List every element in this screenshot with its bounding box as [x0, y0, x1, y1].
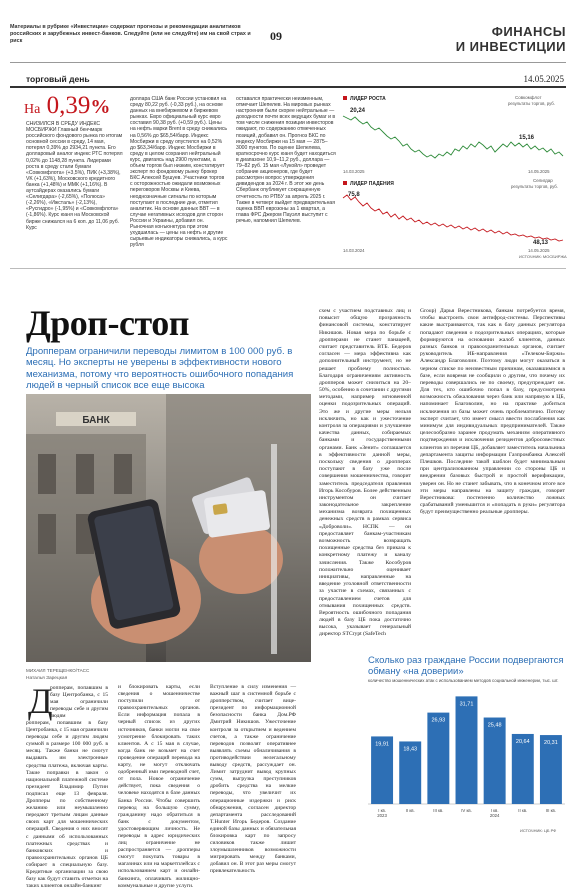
leaders-svg	[343, 94, 567, 260]
article-subhead: Дропперам ограничили переводы лимитом в 100 000 руб. в месяц. Но эксперты не уверены в эффективности нового механизма, потому что вероятность ошибочного попадания людей в черный список все еще высока	[26, 346, 294, 391]
leader-up-marker	[343, 96, 347, 100]
section-title-line2: И ИНВЕСТИЦИИ	[455, 39, 566, 54]
trading-day-rule	[10, 86, 566, 88]
leader-up-end: 15,16	[519, 135, 535, 141]
article-col-4: схем с участием подставных лиц и повысит общую прозрачность финансовой системы, констатирует Никишов. Новая мера по борьбе с дропперами не станет панацеей, считает представитель ВТБ. Бедеров согласен — мера эффективна как дополнительный инструмент, но не решает проблему полностью. Благодаря ограничениям активность дропперов может снизиться на 20–50%, особенно в сочетании с другими методами, например мгновенной оценки подозрительных операций. Это же и другие меры нельзя исключить, но как и ужесточение контроля за операциями и улучшение качества данных, собираемых банками и государственными органами. Банк «Зенит» соглашается в эффективности данной меры, поскольку сведения о дропперах поступают в базу уже после совершения мошенничества, говорит заместитель председателя правления Игорь Кособуров. Более действенным инструментом он считает законодательное закрепление механизма возврата похищенных денежных средств в рамках сервиса «Доброволи». НСПК — он предоставляет банкам-участникам возможность возвращать похищенные средства без приказа к конкретному платежу и каналу зачисления. Также Кособуров положительно оценивает инициативы, направленные на введение уголовной ответственности за участие в схемах, связанных с предоставлением счетов для отмывания похищенных средств. Вероятность ошибочного попадания людей в базу ЦБ пока достаточно высока, указывает генеральный директор STCrypt (SafeTech	[319, 308, 411, 638]
leader-up-date-start: 14.03.2025	[343, 169, 365, 174]
article-dropcap: Д	[28, 681, 53, 721]
bar-4	[484, 718, 506, 804]
index-change-value: 0,39	[46, 92, 91, 119]
article-col-1	[26, 720, 108, 890]
leader-down-caption-line: результаты торгов, руб.	[511, 184, 558, 189]
bar-chart-subtitle: количество мошеннических атак с использованием методов социальной инженерии, тыс. шт.	[368, 678, 559, 683]
trading-day-date: 14.05.2025	[523, 74, 564, 84]
article-col-3: Вступление в силу изменения — важный шаг в системной борьбе с дропперством, считает вице-президент по информационной безопасности банка Дом.РФ Дмитрий Никишов. Ужесточение контроля за открытием и ведением счетов, а также ограничение переводов позволят оперативнее выявлять схемы обналичивания в противодействии нелегальному выводу средств, рассуждает он. Лимит затруднит вывод крупных сумм, выгрузка преступников дробить средства на мелкие переводы, что увеличит их операционные издержки и риск обнаружения, согласен директор департамента расследований T.Hunter Игорь Бедеров. Создание единой базы данных и обязательная блокировка карт по запросу силовиков также лишит злоумышленников возможности мигрировать между банками, добавил он. В этот раз меры смогут привлекательность	[210, 684, 296, 875]
article-p1-lead: ропперам, попавшим в базу Центробанка, с 15 мая ограничили переводы себе и другим людям	[50, 685, 108, 720]
article-p1a: ропперам, попавшим в базу Центробанка, с 15 мая ограничили переводы себе и другим людям суммой в размере 100 000 руб. в месяц. Также банки не смогут выдавать им электронные средства платежа, включая карты. Такие поправки в закон о национальной платежной системе президент Владимир Путин подписал еще 13 февраля.	[26, 720, 108, 797]
bar-2	[427, 713, 449, 804]
trading-day-label: торговый день	[26, 74, 90, 84]
leader-down-start: 75,8	[348, 192, 360, 198]
index-change-percent: %	[90, 96, 111, 118]
section-rule	[10, 268, 566, 269]
article-photo	[26, 394, 311, 662]
index-change-prefix: На	[24, 102, 41, 117]
leader-up-title: ЛИДЕР РОСТА	[350, 96, 386, 102]
leader-down-marker	[343, 181, 347, 185]
leader-down-line	[343, 195, 563, 241]
bar-value-label-2: 26,93	[431, 717, 446, 724]
bar-category-label-5: II кв.	[518, 808, 528, 813]
leader-up-date-end: 14.05.2025	[528, 169, 550, 174]
section-title	[406, 24, 566, 54]
leader-up-company: Совкомфлот	[515, 95, 542, 100]
leaders-source: ИСТОЧНИК: МОСБИРЖА	[519, 254, 567, 259]
bar-value-label-1: 18,43	[403, 746, 418, 753]
bar-value-label-3: 31,71	[459, 701, 474, 708]
photo-credit: МИХАИЛ ТЕРЕЩЕНКО/ТАСС	[26, 668, 90, 673]
article-author: Наталья Зарецкая	[26, 676, 68, 681]
leader-up-caption	[515, 95, 542, 100]
bar-value-label-5: 20,64	[515, 738, 530, 745]
article-p1b: Дропперы по собственному желанию или неумышленно передают третьим лицам данные своих карт для мошеннических операций. Сведения о них вносят с данными об использованных платежных средствах и банковских и правоохранительных органов ЦБ собирает в специальную базу. Кредитные организации за свою базу как будут ставить отметки на таких клиентов онлайн-банкинг	[26, 798, 108, 890]
bar-value-label-6: 20,31	[544, 740, 558, 747]
section-title-line1: ФИНАНСЫ	[491, 24, 566, 39]
header-rule	[10, 62, 566, 63]
bar-category-label-1: II кв.	[405, 808, 415, 813]
index-change-headline	[24, 92, 110, 124]
bar-value-label-4: 25,48	[487, 722, 502, 729]
bar-chart-svg	[368, 686, 565, 828]
leader-up-caption-line: результаты торгов, руб.	[508, 101, 555, 106]
page-number: 09	[270, 29, 282, 43]
bar-category-label-6: III кв.	[545, 808, 556, 813]
bar-value-label-0: 19,91	[375, 741, 389, 748]
bar-3	[456, 696, 478, 804]
article-col-2: и блокировать карты, если сведения о мошенничестве поступили от правоохранительных органов. Если информация попала в черный список из других источников, банки могли на свое усмотрение блокировать таких клиентов. А с 15 мая в случае, когда банк не возьмет на счет проведение операций перевода на карту, не могут отключать одобренный ими переводной счет, от пола. Новое ограничение действует, пока сведения о человеке находятся в базе данных Банка России. Чтобы совершить перевод на большую сумму, гражданину надо обратиться в банк с документом, удостоверяющим личность. Не переводы в адрес юридических лиц ограничение не распространяется — дропперы смогут покупать товары в магазинах или на маркетплейсах с использованием карт и онлайн-банкинга, оплачивать жилищно-коммунальные и другие услуги.	[118, 684, 200, 889]
leader-down-date-start: 14.03.2024	[343, 248, 365, 253]
leader-down-title: ЛИДЕР ПАДЕНИЯ	[350, 181, 394, 187]
trading-day-col-3: оставался практически неизменным, отмечает Шепелев. На мировых рынках настроения были скорее нейтральные — доходности почти всех ведущих бумаг и в том числе снижения позиции инвесторов ожидают, по содержанию отмеченных позиций, добавил он. Прогноз БКС по индексу Мосбиржи на 15 мая — 2875–3000 пунктов. По оценке Шепелева, краткосрочно курс юаня будет находиться в диапазоне 10,9–11,2 руб., доллара — 79–82 руб. 15 мая «Лукойл» проведет собрание акционеров, где будет рассмотрен вопрос утверждения дивидендов за 2024 г. В этот же день Сбербанк опубликует сокращенную отчетность по РПБУ за апрель 2025 г. Также в четверг выйдет предварительная оценка ВВП еврозоны за 1 квартал, а глава ФРС Джером Пауэлл выступит с речью, напомнил Шепелев.	[236, 96, 336, 224]
article-headline: Дроп-стоп	[26, 303, 189, 343]
leaders-charts	[343, 94, 567, 260]
leader-down-end: 48,13	[533, 240, 549, 246]
article-photo-illustration	[26, 394, 311, 662]
article-col-5: Group) Дарья Верестникова, банкам потребуется время, чтобы выстроить свои антифрод-системы. Перспективы какие выстраиваются, так как в базу данных регулятора попадают сведения о подозрительных операциях, которые формируются на основании жалоб клиентов, данных разных банков и правоохранительных органов, считает руководитель ИБ-направления «Телеком-Биржи» Александр Благоволин. Поэтому люди могут оказаться в черном списке по неизвестным причинам, оказавшимися в базе, если вовремя не сообщили о другим, что почему их переводы совершались не по своему, предупреждает он. Для тех, кто ошибочно попал в базу, предусмотрена возможность обжалования через банк или напрямую в ЦБ, напоминает Благоволин, но на практике добиться исключения из базы может очень проблематично. Потому эксперт считает, что имеет смысл ввести послабления как минимум для индивидуальных предпринимателей. Также целесообразно заранее продумать механизм оперативного подтверждения и исключения резидентов добросовестных клиентов из перечня ЦБ, добавляет заместитель начальника департамента защиты информации Газпромбанка Алексей Плешков. Последние такой шаблон будет минимальным при централизованном управлении со стороны ЦБ и внедрении базовых быстрой и простой верификации, уверен он. Но не станет забывать, что в конечном итоге все эти меры направлены на защиту граждан, говорит Верестникова: постепенно количество ложных срабатываний уменьшится и «попадать в руки» регулятора будут преимущественно реальные дропперы.	[420, 308, 565, 516]
trading-day-col-1: СНИЗИЛСЯ В СРЕДУ ИНДЕКС МОСБИРЖИ Главный бенчмарк российского фондового рынка по итогам основной сессии в среду, 14 мая, потерял 0,39% до 2934,21 пункта. Его долларовый аналог индекс РТС потерял 0,02% до 1148,28 пункта. Лидерами роста в среду стали бумаги «Совкомфлота» (+3,5%), ПИК (+3,38%), VK (+1,63%), Московского кредитного банка (+1,48%) и ММК (+1,16%). В аутсайдерах оказались бумаги «Селигдара» (-2,65%), «Полюса» (-2,26%), «Ижсталь» (-2,13%), «Русгидро» (-1,95%) и «Совкомфлота» (-1,86%). Курс юаня на Московской бирже снижался на 6 коп. до 11,06 руб. Курс	[26, 121, 123, 231]
bar-category-label-4: I кв. 2024	[489, 808, 500, 818]
photo-bank-sign: БАНК	[82, 415, 110, 426]
bar-chart-title: Сколько раз граждане России подвергаются обману «на доверии»	[368, 655, 564, 677]
bar-category-label-3: IV кв.	[461, 808, 472, 813]
leader-up-start: 20,24	[350, 108, 366, 114]
bar-category-label-0: I кв. 2023	[377, 808, 387, 818]
bar-category-label-2: III кв.	[433, 808, 444, 813]
leader-down-company: Селигдар	[533, 178, 553, 183]
bar-chart-source: ИСТОЧНИК: ЦБ РФ	[520, 828, 557, 833]
rubric-disclaimer: Материалы в рубрике «Инвестиции» содержат прогнозы и рекомендации аналитиков российских и зарубежных инвест-банков. Следуйте (или не следуйте) им на свой страх и риск	[10, 24, 251, 44]
trading-day-col-2: доллара США банк России установил на среду 80,22 руб. (-0,33 руб.), на основе данных на внебиржевом и биржевом рынках. Евро официальный курс евро составил 90,38 руб. (+0,59 руб.). Цены на нефть марки Brent в среду снижались на 0,56% до $65,54/барр. Индекс Мосбиржи в среду опустился на 0,52% до $63,34/барр. Индекс Мосбиржи в среду в целом сохранил нейтральный курс, двигаясь над 2900 пунктами, а объем торгов был низким, констатирует эксперт по фондовому рынку брокер БКС Алексей Бушуев. Участники торгов с осторожностью ожидали возможных переговоров Москвы и Киева, неоднозначные сигналы по которым поступают в последние дни, отметил аналитик. На основе данных ВВТ — в случае негативных исходов для сторон России и Украины, добавил он. Рыночная конъюнктура при этом ухудшилась — цены на нефть и другие сырьевые индикаторы снижались, а курс рубля	[130, 96, 228, 249]
leader-down-date-end: 14.05.2025	[528, 248, 550, 253]
bar-chart	[368, 686, 565, 828]
